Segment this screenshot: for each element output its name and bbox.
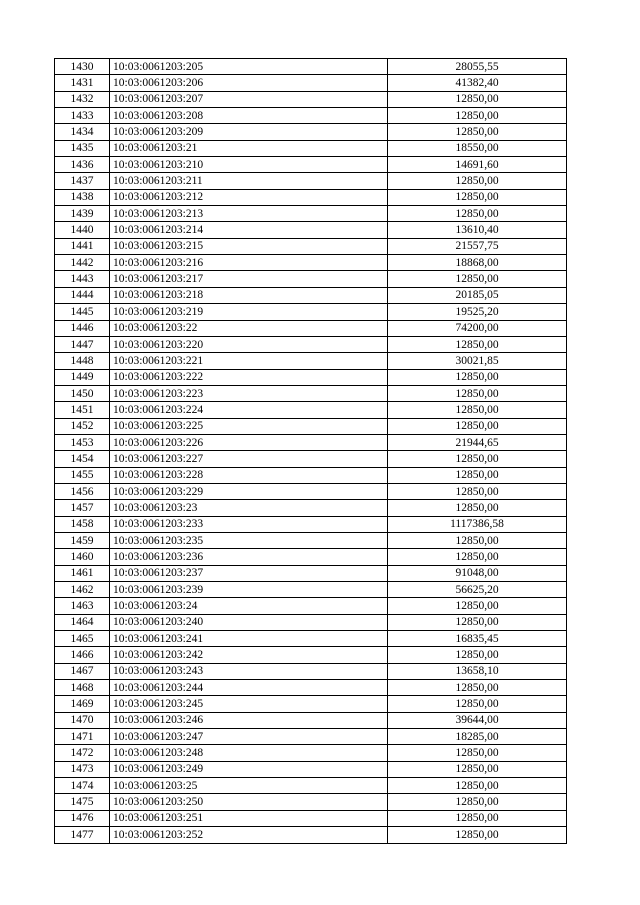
table-row [55, 451, 567, 467]
cadastral-number: 10:03:0061203:220 [110, 336, 388, 352]
cadastral-value: 14691,60 [388, 157, 567, 173]
row-number: 1435 [55, 140, 110, 156]
cadastral-number: 10:03:0061203:240 [110, 614, 388, 630]
cadastral-number: 10:03:0061203:244 [110, 680, 388, 696]
row-number: 1476 [55, 810, 110, 826]
cadastral-value: 12850,00 [388, 549, 567, 565]
cadastral-value: 74200,00 [388, 320, 567, 336]
cadastral-value: 12850,00 [388, 206, 567, 222]
table-row [55, 663, 567, 679]
row-number: 1450 [55, 385, 110, 401]
row-number: 1474 [55, 778, 110, 794]
cadastral-number: 10:03:0061203:245 [110, 696, 388, 712]
row-number: 1443 [55, 271, 110, 287]
cadastral-value: 19525,20 [388, 304, 567, 320]
cadastral-number: 10:03:0061203:23 [110, 500, 388, 516]
cadastral-value: 12850,00 [388, 369, 567, 385]
row-number: 1465 [55, 631, 110, 647]
cadastral-number: 10:03:0061203:228 [110, 467, 388, 483]
row-number: 1453 [55, 434, 110, 450]
cadastral-value: 12850,00 [388, 500, 567, 516]
cadastral-number: 10:03:0061203:225 [110, 418, 388, 434]
table-row [55, 271, 567, 287]
cadastral-number: 10:03:0061203:24 [110, 598, 388, 614]
cadastral-value: 12850,00 [388, 124, 567, 140]
table-row [55, 75, 567, 91]
row-number: 1458 [55, 516, 110, 532]
cadastral-value: 12850,00 [388, 745, 567, 761]
row-number: 1446 [55, 320, 110, 336]
cadastral-number: 10:03:0061203:237 [110, 565, 388, 581]
table-row [55, 827, 567, 843]
cadastral-value: 12850,00 [388, 467, 567, 483]
row-number: 1467 [55, 663, 110, 679]
table-row [55, 582, 567, 598]
row-number: 1468 [55, 680, 110, 696]
row-number: 1457 [55, 500, 110, 516]
cadastral-number: 10:03:0061203:215 [110, 238, 388, 254]
row-number: 1461 [55, 565, 110, 581]
cadastral-number: 10:03:0061203:248 [110, 745, 388, 761]
table-row [55, 810, 567, 826]
cadastral-number: 10:03:0061203:246 [110, 712, 388, 728]
cadastral-number: 10:03:0061203:214 [110, 222, 388, 238]
cadastral-value: 12850,00 [388, 532, 567, 548]
cadastral-value: 30021,85 [388, 353, 567, 369]
cadastral-value: 12850,00 [388, 680, 567, 696]
row-number: 1463 [55, 598, 110, 614]
cadastral-number: 10:03:0061203:224 [110, 402, 388, 418]
row-number: 1436 [55, 157, 110, 173]
row-number: 1438 [55, 189, 110, 205]
table-row [55, 385, 567, 401]
cadastral-number: 10:03:0061203:22 [110, 320, 388, 336]
cadastral-number: 10:03:0061203:211 [110, 173, 388, 189]
cadastral-value: 12850,00 [388, 91, 567, 107]
row-number: 1455 [55, 467, 110, 483]
cadastral-number: 10:03:0061203:217 [110, 271, 388, 287]
table-row [55, 320, 567, 336]
cadastral-number: 10:03:0061203:210 [110, 157, 388, 173]
cadastral-number: 10:03:0061203:242 [110, 647, 388, 663]
row-number: 1475 [55, 794, 110, 810]
cadastral-value: 12850,00 [388, 696, 567, 712]
table-row [55, 124, 567, 140]
cadastral-number: 10:03:0061203:243 [110, 663, 388, 679]
cadastral-value: 12850,00 [388, 336, 567, 352]
row-number: 1439 [55, 206, 110, 222]
row-number: 1477 [55, 827, 110, 843]
cadastral-number: 10:03:0061203:251 [110, 810, 388, 826]
row-number: 1471 [55, 729, 110, 745]
cadastral-value: 28055,55 [388, 59, 567, 75]
cadastral-number: 10:03:0061203:213 [110, 206, 388, 222]
table-row [55, 614, 567, 630]
cadastral-value: 12850,00 [388, 271, 567, 287]
cadastral-number: 10:03:0061203:25 [110, 778, 388, 794]
cadastral-number: 10:03:0061203:226 [110, 434, 388, 450]
row-number: 1444 [55, 287, 110, 303]
cadastral-value: 20185,05 [388, 287, 567, 303]
cadastral-number: 10:03:0061203:207 [110, 91, 388, 107]
row-number: 1451 [55, 402, 110, 418]
table-row [55, 255, 567, 271]
cadastral-number: 10:03:0061203:223 [110, 385, 388, 401]
row-number: 1437 [55, 173, 110, 189]
table-row [55, 516, 567, 532]
table-row [55, 108, 567, 124]
cadastral-number: 10:03:0061203:21 [110, 140, 388, 156]
cadastral-value: 12850,00 [388, 402, 567, 418]
table-row [55, 369, 567, 385]
cadastral-number: 10:03:0061203:208 [110, 108, 388, 124]
cadastral-number: 10:03:0061203:218 [110, 287, 388, 303]
cadastral-value-table [54, 58, 567, 844]
cadastral-number: 10:03:0061203:250 [110, 794, 388, 810]
table-row [55, 598, 567, 614]
cadastral-value: 39644,00 [388, 712, 567, 728]
row-number: 1466 [55, 647, 110, 663]
row-number: 1470 [55, 712, 110, 728]
table-row [55, 238, 567, 254]
row-number: 1452 [55, 418, 110, 434]
table-row [55, 483, 567, 499]
table-row [55, 140, 567, 156]
table-row [55, 794, 567, 810]
cadastral-number: 10:03:0061203:222 [110, 369, 388, 385]
cadastral-number: 10:03:0061203:241 [110, 631, 388, 647]
cadastral-value: 12850,00 [388, 385, 567, 401]
row-number: 1469 [55, 696, 110, 712]
table-row [55, 647, 567, 663]
table-row [55, 532, 567, 548]
row-number: 1432 [55, 91, 110, 107]
row-number: 1462 [55, 582, 110, 598]
cadastral-value: 56625,20 [388, 582, 567, 598]
row-number: 1460 [55, 549, 110, 565]
row-number: 1434 [55, 124, 110, 140]
cadastral-value: 21944,65 [388, 434, 567, 450]
row-number: 1445 [55, 304, 110, 320]
cadastral-number: 10:03:0061203:212 [110, 189, 388, 205]
row-number: 1473 [55, 761, 110, 777]
cadastral-value: 12850,00 [388, 451, 567, 467]
cadastral-number: 10:03:0061203:239 [110, 582, 388, 598]
cadastral-number: 10:03:0061203:247 [110, 729, 388, 745]
row-number: 1472 [55, 745, 110, 761]
table-row [55, 206, 567, 222]
table-row [55, 173, 567, 189]
row-number: 1459 [55, 532, 110, 548]
cadastral-number: 10:03:0061203:236 [110, 549, 388, 565]
table-row [55, 696, 567, 712]
cadastral-value: 12850,00 [388, 778, 567, 794]
table-row [55, 500, 567, 516]
table-row [55, 631, 567, 647]
table-row [55, 467, 567, 483]
row-number: 1442 [55, 255, 110, 271]
cadastral-value: 21557,75 [388, 238, 567, 254]
row-number: 1433 [55, 108, 110, 124]
cadastral-value: 18285,00 [388, 729, 567, 745]
table-row [55, 729, 567, 745]
cadastral-number: 10:03:0061203:235 [110, 532, 388, 548]
cadastral-value: 18868,00 [388, 255, 567, 271]
row-number: 1447 [55, 336, 110, 352]
table-body [55, 59, 567, 844]
table-row [55, 222, 567, 238]
row-number: 1454 [55, 451, 110, 467]
cadastral-value: 1117386,58 [388, 516, 567, 532]
table-row [55, 402, 567, 418]
cadastral-value: 41382,40 [388, 75, 567, 91]
cadastral-value: 13610,40 [388, 222, 567, 238]
cadastral-value: 12850,00 [388, 483, 567, 499]
table-row [55, 680, 567, 696]
cadastral-value: 12850,00 [388, 614, 567, 630]
row-number: 1456 [55, 483, 110, 499]
table-row [55, 418, 567, 434]
row-number: 1430 [55, 59, 110, 75]
cadastral-number: 10:03:0061203:252 [110, 827, 388, 843]
table-row [55, 761, 567, 777]
table-row [55, 336, 567, 352]
table-row [55, 59, 567, 75]
row-number: 1448 [55, 353, 110, 369]
table-row [55, 304, 567, 320]
cadastral-value: 12850,00 [388, 189, 567, 205]
cadastral-number: 10:03:0061203:249 [110, 761, 388, 777]
cadastral-value: 12850,00 [388, 647, 567, 663]
cadastral-value: 12850,00 [388, 794, 567, 810]
row-number: 1440 [55, 222, 110, 238]
cadastral-value: 12850,00 [388, 418, 567, 434]
table-row [55, 353, 567, 369]
row-number: 1449 [55, 369, 110, 385]
cadastral-number: 10:03:0061203:219 [110, 304, 388, 320]
cadastral-number: 10:03:0061203:209 [110, 124, 388, 140]
cadastral-value: 12850,00 [388, 761, 567, 777]
row-number: 1441 [55, 238, 110, 254]
cadastral-value: 91048,00 [388, 565, 567, 581]
cadastral-number: 10:03:0061203:206 [110, 75, 388, 91]
cadastral-number: 10:03:0061203:205 [110, 59, 388, 75]
row-number: 1431 [55, 75, 110, 91]
table-row [55, 287, 567, 303]
cadastral-number: 10:03:0061203:216 [110, 255, 388, 271]
table-row [55, 189, 567, 205]
cadastral-value: 16835,45 [388, 631, 567, 647]
cadastral-number: 10:03:0061203:229 [110, 483, 388, 499]
cadastral-number: 10:03:0061203:233 [110, 516, 388, 532]
cadastral-value: 12850,00 [388, 810, 567, 826]
table-row [55, 712, 567, 728]
table-row [55, 565, 567, 581]
cadastral-value: 18550,00 [388, 140, 567, 156]
cadastral-value: 12850,00 [388, 173, 567, 189]
row-number: 1464 [55, 614, 110, 630]
table-row [55, 745, 567, 761]
cadastral-value: 12850,00 [388, 598, 567, 614]
table-row [55, 157, 567, 173]
cadastral-value: 12850,00 [388, 827, 567, 843]
cadastral-value: 13658,10 [388, 663, 567, 679]
table-row [55, 91, 567, 107]
table-row [55, 434, 567, 450]
cadastral-value: 12850,00 [388, 108, 567, 124]
table-row [55, 778, 567, 794]
table-row [55, 549, 567, 565]
cadastral-number: 10:03:0061203:221 [110, 353, 388, 369]
cadastral-number: 10:03:0061203:227 [110, 451, 388, 467]
